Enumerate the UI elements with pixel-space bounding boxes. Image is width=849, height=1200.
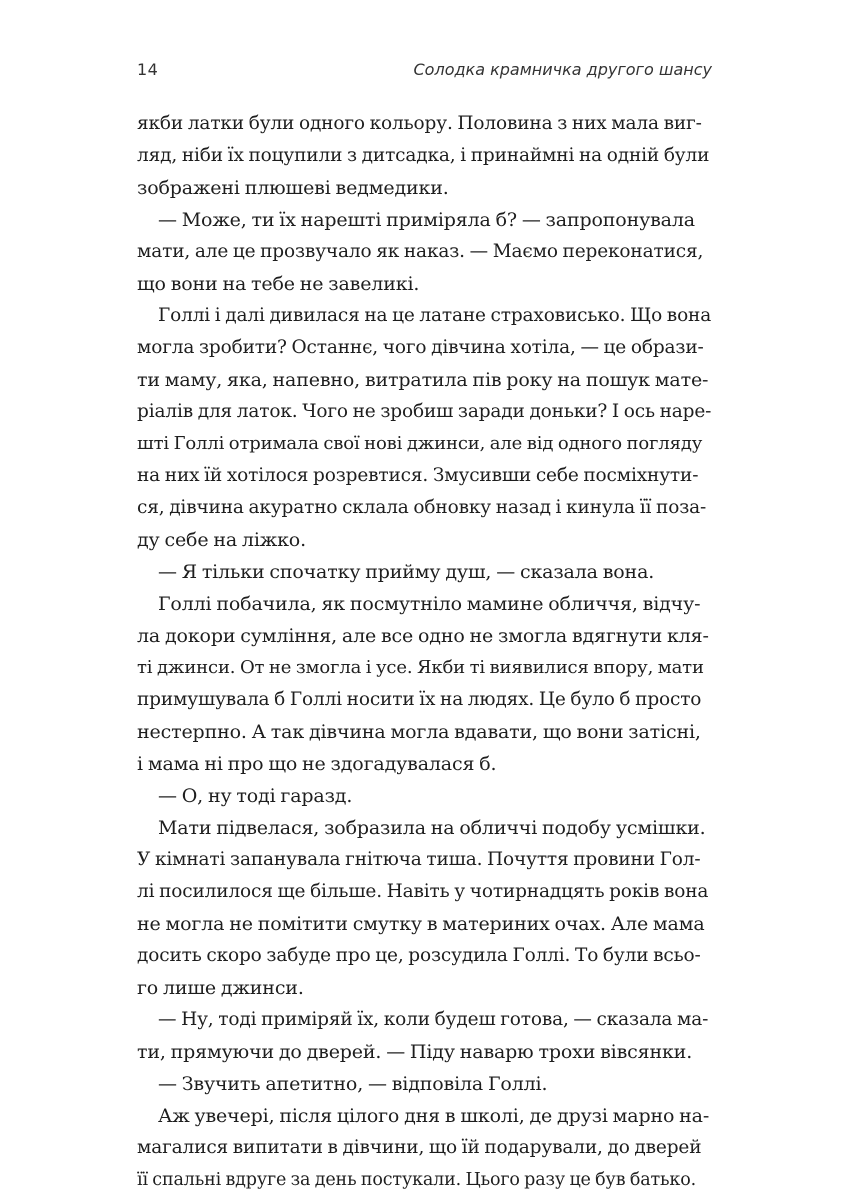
text-line: — Може, ти їх нарешті приміряла б? — запропонувала [158, 209, 695, 231]
text-line: У кімнаті запанувала гнітюча тиша. Почуття провини Гол- [137, 849, 701, 870]
page-number: 14 [137, 60, 159, 79]
text-line: го лише джинси. [137, 977, 304, 999]
text-line: мати, але це прозвучало як наказ. — Маємо переконатися, [137, 241, 704, 262]
text-line: ріалів для латок. Чого не зробиш заради доньки? І ось наре- [137, 401, 712, 422]
text-line: шті Голлі отримала свої нові джинси, але від одного погляду [137, 433, 703, 454]
text-line: Голлі і далі дивилася на це латане страховисько. Що вона [158, 305, 712, 326]
text-line: — Я тільки спочатку прийму душ, — сказала вона. [158, 561, 655, 583]
text-line: лі посилилося ще більше. Навіть у чотирнадцять років вона [137, 881, 709, 902]
text-line: зображені плюшеві ведмедики. [137, 177, 449, 199]
text-line: Голлі побачила, як посмутніло мамине обличчя, відчу- [158, 593, 701, 615]
text-line: її спальні вдруге за день постукали. Цього разу це був батько. [137, 1170, 696, 1190]
page-body [137, 108, 712, 1196]
text-line: ти маму, яка, напевно, витратила пів року на пошук мате- [137, 369, 709, 391]
text-line: ду себе на ліжко. [137, 529, 306, 551]
text-line: — О, ну тоді гаразд. [158, 785, 353, 807]
text-line: ла докори сумління, але все одно не змогла вдягнути кля- [137, 625, 709, 647]
running-header [137, 60, 712, 86]
text-line: і мама ні про що не здогадувалася б. [137, 753, 497, 775]
text-line: якби латки були одного кольору. Половина з них мала виг- [137, 113, 702, 134]
text-line: могла зробити? Останнє, чого дівчина хотіла, — це образи- [137, 337, 704, 358]
text-line: на них їй хотілося розревтися. Змусивши себе посміхнути- [137, 465, 699, 486]
text-line: нестерпно. А так дівчина могла вдавати, що вони затісні, [137, 721, 701, 743]
text-line: не могла не помітити смутку в материних очах. Але мама [137, 913, 705, 935]
text-line: — Звучить апетитно, — відповіла Голлі. [158, 1073, 548, 1095]
text-line: Мати підвелася, зобразила на обличчі подобу усмішки. [158, 817, 706, 839]
text-line: що вони на тебе не завеликі. [137, 273, 420, 295]
text-line: ти, прямуючи до дверей. — Піду наварю трохи вівсянки. [137, 1041, 693, 1063]
text-line: ляд, ніби їх поцупили з дитсадка, і принаймні на одній були [137, 145, 710, 166]
text-line: досить скоро забуде про це, розсудила Голлі. То були всьо- [137, 945, 701, 966]
book-title: Солодка крамничка другого шансу [413, 60, 712, 79]
text-line: ті джинси. От не змогла і усе. Якби ті виявилися впору, мати [137, 657, 704, 678]
text-line: магалися випитати в дівчини, що їй подарували, до дверей [137, 1137, 702, 1158]
text-line: — Ну, тоді приміряй їх, коли будеш готова, — сказала ма- [158, 1009, 709, 1030]
text-line: Аж увечері, після цілого дня в школі, де друзі марно на- [158, 1105, 710, 1127]
text-line: ся, дівчина акуратно склала обновку назад і кинула її поза- [137, 497, 707, 518]
text-line: примушувала б Голлі носити їх на людях. Це було б просто [137, 689, 702, 710]
